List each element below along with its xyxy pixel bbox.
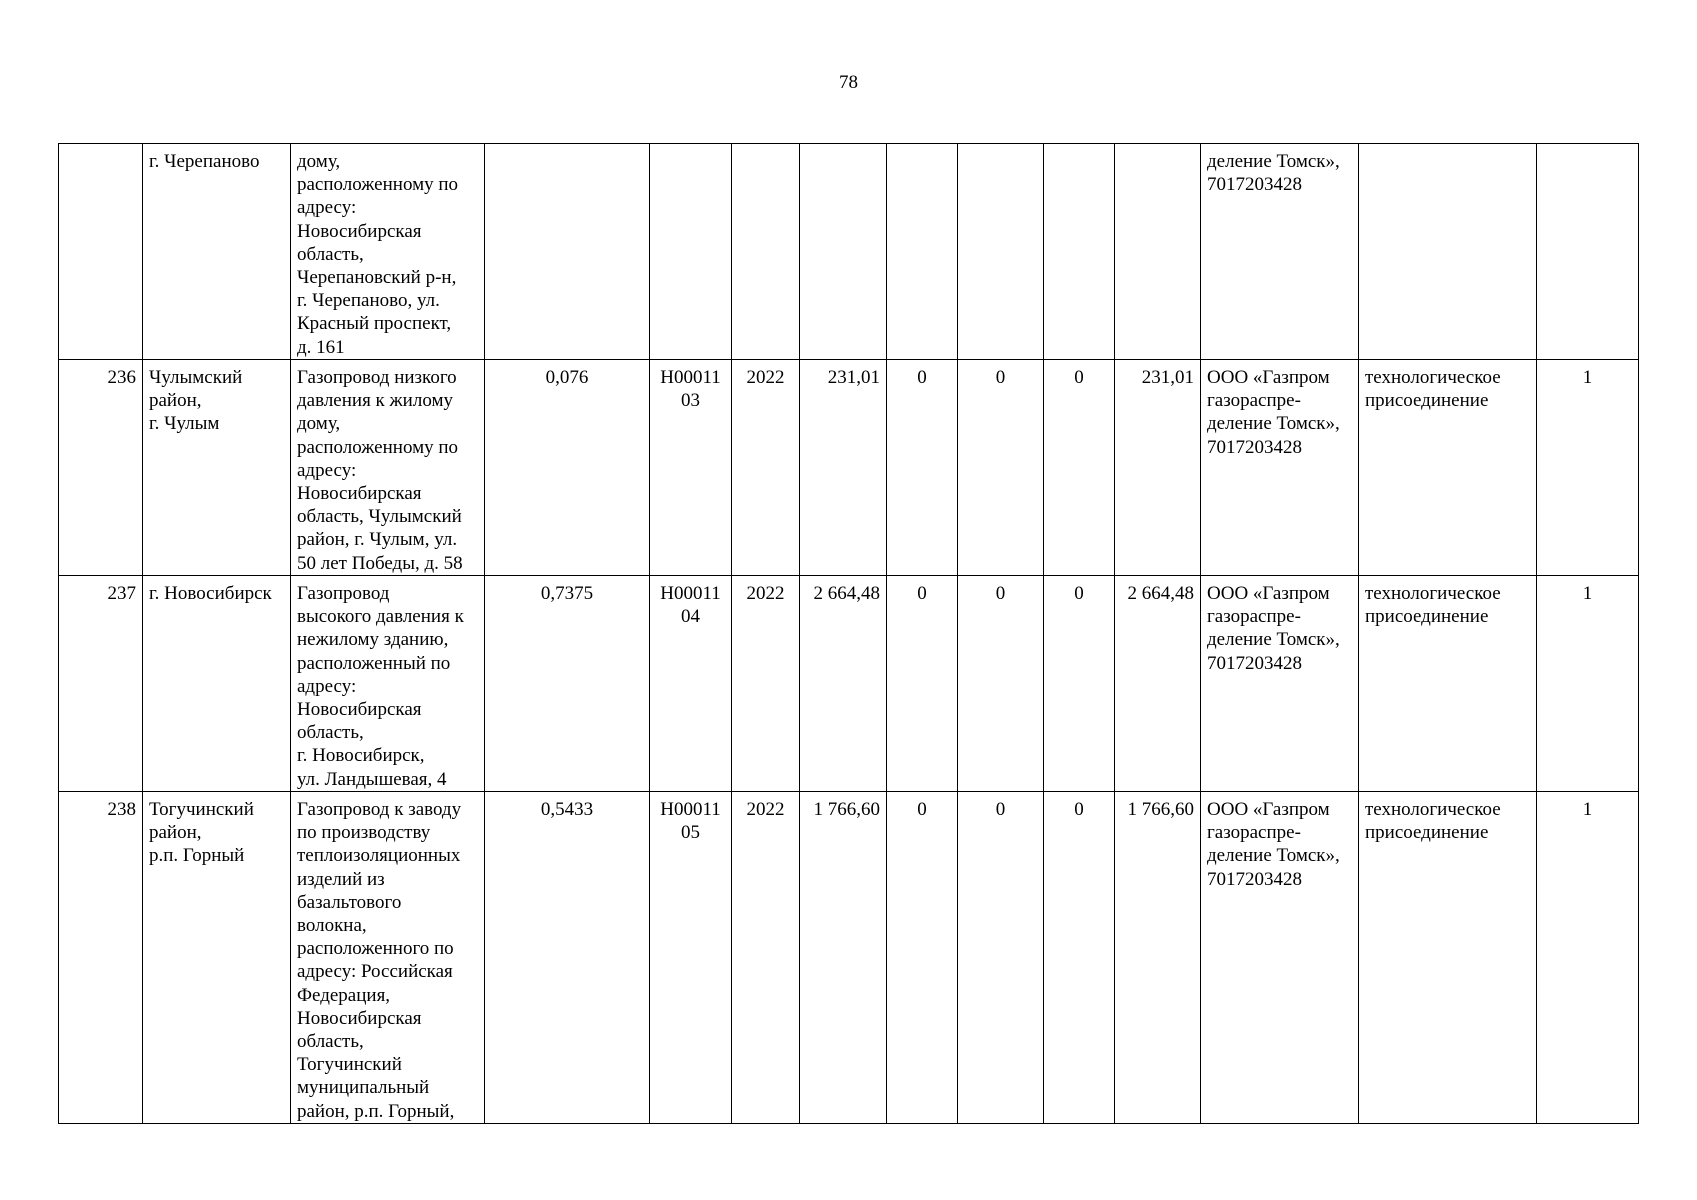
value-c-cell: 0	[1044, 792, 1115, 1124]
year-cell: 2022	[732, 576, 800, 792]
value-b-cell	[958, 144, 1044, 360]
description-cell: дому, расположенному по адресу: Новосибирская область, Черепановский р-н, г. Черепаново, ул. Красный проспект, д. 161	[291, 144, 485, 360]
row-number-cell: 236	[59, 360, 143, 576]
table-row	[59, 792, 1639, 1124]
value-a-cell: 0	[887, 792, 958, 1124]
table-row	[59, 144, 1639, 360]
description-cell: Газопровод высокого давления к нежилому зданию, расположенный по адресу: Новосибирская область, г. Новосибирск, ул. Ландышевая, 4	[291, 576, 485, 792]
value-b-cell: 0	[958, 792, 1044, 1124]
owner-cell: деление Томск», 7017203428	[1201, 144, 1359, 360]
total-cell: 1 766,60	[1115, 792, 1201, 1124]
value-a-cell	[887, 144, 958, 360]
cost-cell: 2 664,48	[800, 576, 887, 792]
cost-cell: 1 766,60	[800, 792, 887, 1124]
count-cell: 1	[1537, 792, 1639, 1124]
value-c-cell: 0	[1044, 576, 1115, 792]
location-cell: г. Новосибирск	[143, 576, 291, 792]
value-b-cell: 0	[958, 576, 1044, 792]
year-cell: 2022	[732, 792, 800, 1124]
code-cell: Н00011 03	[650, 360, 732, 576]
code-cell	[650, 144, 732, 360]
value-c-cell: 0	[1044, 360, 1115, 576]
owner-cell: ООО «Газпром газораспре- деление Томск», 7017203428	[1201, 576, 1359, 792]
table-row	[59, 360, 1639, 576]
owner-cell: ООО «Газпром газораспре- деление Томск», 7017203428	[1201, 792, 1359, 1124]
year-cell	[732, 144, 800, 360]
purpose-cell: технологическое присоединение	[1359, 792, 1537, 1124]
code-cell: Н00011 05	[650, 792, 732, 1124]
row-number-cell: 238	[59, 792, 143, 1124]
year-cell: 2022	[732, 360, 800, 576]
cost-cell: 231,01	[800, 360, 887, 576]
row-number-cell: 237	[59, 576, 143, 792]
row-number-cell	[59, 144, 143, 360]
length-cell: 0,5433	[485, 792, 650, 1124]
code-cell: Н00011 04	[650, 576, 732, 792]
length-cell	[485, 144, 650, 360]
registry-table	[58, 143, 1639, 1124]
count-cell	[1537, 144, 1639, 360]
location-cell: Чулымский район, г. Чулым	[143, 360, 291, 576]
count-cell: 1	[1537, 360, 1639, 576]
value-b-cell: 0	[958, 360, 1044, 576]
purpose-cell: технологическое присоединение	[1359, 360, 1537, 576]
value-a-cell: 0	[887, 360, 958, 576]
purpose-cell	[1359, 144, 1537, 360]
length-cell: 0,076	[485, 360, 650, 576]
owner-cell: ООО «Газпром газораспре- деление Томск», 7017203428	[1201, 360, 1359, 576]
total-cell: 2 664,48	[1115, 576, 1201, 792]
length-cell: 0,7375	[485, 576, 650, 792]
cost-cell	[800, 144, 887, 360]
description-cell: Газопровод к заводу по производству теплоизоляционных изделий из базальтового волокна, расположенного по адресу: Российская Федерация, Новосибирская область, Тогучинский муниципальный район, р.п. Горный,	[291, 792, 485, 1124]
location-cell: Тогучинский район, р.п. Горный	[143, 792, 291, 1124]
value-a-cell: 0	[887, 576, 958, 792]
table-row	[59, 576, 1639, 792]
page-number: 78	[839, 72, 858, 93]
total-cell: 231,01	[1115, 360, 1201, 576]
count-cell: 1	[1537, 576, 1639, 792]
total-cell	[1115, 144, 1201, 360]
purpose-cell: технологическое присоединение	[1359, 576, 1537, 792]
location-cell: г. Черепаново	[143, 144, 291, 360]
description-cell: Газопровод низкого давления к жилому дому, расположенному по адресу: Новосибирская область, Чулымский район, г. Чулым, ул. 50 лет Победы, д. 58	[291, 360, 485, 576]
value-c-cell	[1044, 144, 1115, 360]
